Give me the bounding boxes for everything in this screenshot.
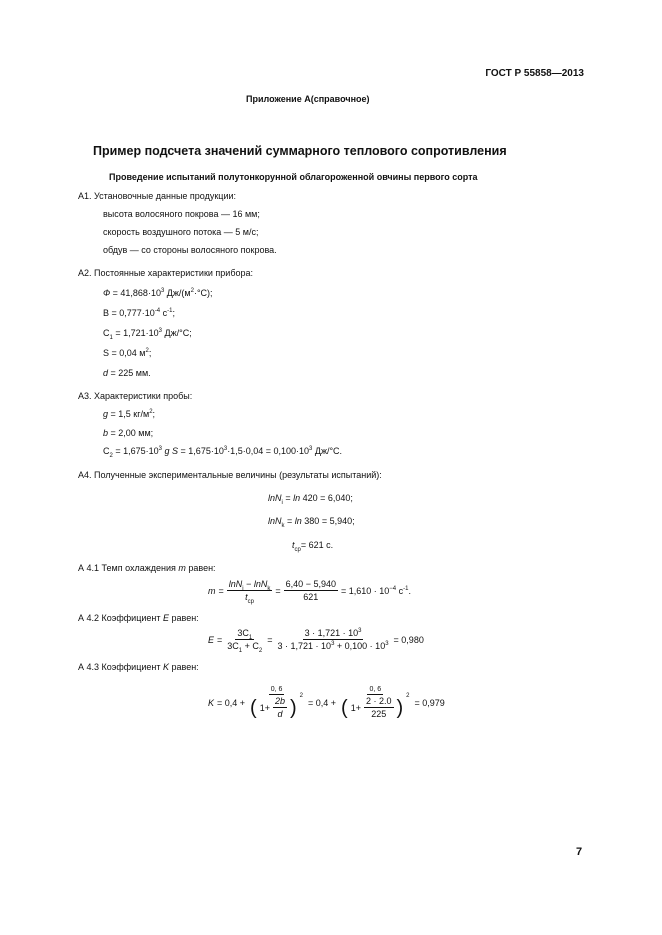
phi-symbol: Ф (103, 288, 111, 298)
lnnk-sub: k (281, 522, 285, 529)
main-title: Пример подсчета значений суммарного теплового сопротивления (93, 144, 507, 158)
c1-symbol: С (103, 328, 110, 338)
e-den-exp-a: 3 (331, 641, 335, 647)
c2-g: g (164, 446, 170, 456)
m-den-sub: ср (247, 598, 255, 605)
e-den-exp-b: 3 (385, 641, 389, 647)
a1-item: обдув — со стороны волосяного покрова. (103, 245, 277, 255)
m-unit: с (396, 585, 404, 596)
phi-unit-exp: 2 (190, 288, 194, 294)
e-den-a: 3C (227, 641, 239, 651)
a41-head-post: равен: (185, 563, 216, 573)
b-unit: с (160, 308, 168, 318)
k-den: ( 1+ $\frac{2b}{d}$ ) 2 (250, 693, 304, 719)
a3-c2-line (103, 446, 343, 459)
left-paren: ( (341, 696, 348, 719)
c1-exp: 3 (158, 328, 162, 334)
e-den-values-b: + 0,100 · 10 (334, 641, 386, 651)
a42-head-post: равен: (169, 613, 199, 623)
m-den: t (245, 592, 248, 602)
phi-exp: 3 (160, 288, 165, 294)
lnni-label: lnN (268, 493, 282, 503)
k-inner-den-values: 225 (371, 709, 387, 719)
eq-sign: = (218, 585, 224, 596)
c2-part2: = 1,675·10 (178, 446, 224, 456)
lnnk-eq: = (284, 516, 295, 526)
g-end: ; (152, 409, 156, 419)
e-num-exp: 3 (358, 628, 362, 634)
lnni-sub: i (281, 499, 283, 506)
lnnk-value: 380 = 5,940; (301, 516, 355, 526)
c2-sub: 2 (109, 452, 113, 459)
m-num-b: lnN (253, 579, 268, 589)
a3-heading: А3. Характеристики пробы: (78, 391, 193, 401)
m-end: . (408, 585, 411, 596)
d-symbol: d (103, 368, 109, 378)
a1-heading: А1. Установочные данные продукции: (78, 191, 237, 201)
k-inner-den: d (277, 709, 283, 719)
e-den-b-sub: 2 (258, 647, 263, 654)
m-num-b-sub: k (267, 585, 271, 592)
m-result-exp: −4 (389, 585, 397, 592)
a2-phi-line (103, 288, 213, 298)
b-value: = 0,777·10 (109, 308, 155, 318)
right-paren: ) (396, 696, 404, 719)
formula-e (208, 628, 424, 654)
m-symbol: m (208, 585, 216, 596)
g-symbol: g (103, 409, 109, 419)
formula-k (208, 686, 445, 719)
c2-s: S (172, 446, 179, 456)
a43-head-post: равен: (169, 662, 199, 672)
t-value: = 621 с. (300, 540, 334, 550)
lnni-eq: = (282, 493, 294, 503)
phi-unit-end: ·°С); (193, 288, 213, 298)
e-num-sub: 1 (248, 634, 253, 641)
m-num-a-sub: i (242, 585, 244, 592)
k-fraction (248, 686, 305, 719)
k-inner-num: 2b (274, 696, 285, 706)
a43-heading (78, 662, 199, 672)
m-fraction (227, 579, 273, 605)
c2-symbol: С (103, 446, 110, 456)
k-inner-num-values: 2 · 2.0 (365, 696, 392, 706)
b-unit-exp: -1 (167, 308, 173, 314)
k-symbol: K (208, 697, 215, 708)
e-den-plus: + C (242, 641, 259, 651)
m-num-a: lnN (228, 579, 243, 589)
a43-head-sym: K (162, 662, 169, 672)
t-sub: ср (294, 546, 301, 553)
eq-sign: = (275, 585, 281, 596)
k-one-values: 1+ (350, 702, 361, 713)
d-value: = 225 мм. (108, 368, 151, 378)
eq-sign: = (267, 634, 273, 645)
right-paren: ) (290, 696, 297, 719)
a1-item: скорость воздушного потока — 5 м/с; (103, 227, 259, 237)
e-num: 3C (237, 628, 249, 638)
s-exp: 2 (145, 348, 149, 354)
m-result (341, 586, 411, 596)
e-num-values: 3 · 1,721 · 10 (304, 628, 359, 638)
a42-heading (78, 613, 199, 623)
m-num-values: 6,40 − 5,940 (285, 579, 336, 589)
k-inner-fraction-values (364, 696, 394, 719)
a4-t-line (292, 540, 334, 553)
c1-unit: Дж/°С; (161, 328, 192, 338)
a2-b-line (103, 308, 175, 318)
c2-exp2: 3 (223, 446, 228, 452)
g-value: = 1,5 кг/м (108, 409, 150, 419)
k-eq1: = 0,4 + (217, 697, 246, 708)
a2-c1-line (103, 328, 192, 341)
m-den-values: 621 (303, 592, 319, 602)
c2-exp1: 3 (158, 446, 162, 452)
formula-m (208, 579, 411, 605)
a41-head-sym: m (178, 563, 186, 573)
left-paren: ( (250, 696, 257, 719)
k-eq2: = 0,4 + (308, 697, 337, 708)
c2-part3: ·1,5·0,04 = 0,100·10 (227, 446, 309, 456)
t-label: t (292, 540, 295, 550)
m-fraction-values (284, 579, 338, 602)
g-exp: 2 (149, 409, 153, 415)
subtitle: Проведение испытаний полутонкорунной облагороженной овчины первого сорта (109, 172, 478, 182)
s-symbol: S (103, 348, 110, 358)
m-minus: − (243, 579, 254, 589)
phi-value: = 41,868·10 (110, 288, 161, 298)
a41-head-pre: А 4.1 Темп охлаждения (78, 563, 179, 573)
a42-head-sym: E (162, 613, 169, 623)
lnni-ln: ln (293, 493, 301, 503)
c1-sub: 1 (109, 334, 113, 341)
s-value: = 0,04 м (109, 348, 146, 358)
m-result-value: = 1,610 · 10 (340, 585, 390, 596)
a41-heading (78, 563, 216, 573)
lnni-value: 420 = 6,040; (300, 493, 353, 503)
k-num: 0, 6 (270, 686, 283, 693)
e-result: = 0,980 (393, 634, 424, 645)
e-den-values-a: 3 · 1,721 · 10 (277, 641, 332, 651)
standard-number: ГОСТ Р 55858—2013 (485, 68, 584, 79)
annex-title: Приложение А(справочное) (246, 94, 370, 104)
a4-lnni-line (268, 493, 353, 506)
a1-item: высота волосяного покрова — 16 мм; (103, 209, 260, 219)
k-num-values: 0, 6 (369, 686, 382, 693)
k-one: 1+ (259, 702, 270, 713)
b-sample-symbol: b (103, 428, 109, 438)
c2-part4: Дж/°С. (312, 446, 343, 456)
c2-exp3: 3 (309, 446, 313, 452)
c2-part1: = 1,675·10 (112, 446, 159, 456)
b-symbol: В (103, 308, 110, 318)
b-unit-end: ; (172, 308, 176, 318)
lnnk-ln: ln (294, 516, 302, 526)
a4-lnnk-line (268, 516, 355, 529)
a2-s-line (103, 348, 151, 358)
e-den-a-sub: 1 (238, 647, 243, 654)
c1-value: = 1,721·10 (112, 328, 159, 338)
e-fraction-values (276, 628, 391, 651)
page-number: 7 (576, 846, 583, 858)
a2-d-line (103, 368, 151, 378)
a3-g-line (103, 409, 155, 419)
a43-head-pre: А 4.3 Коэффициент (78, 662, 163, 672)
a3-b-line (103, 428, 153, 438)
s-end: ; (148, 348, 152, 358)
k-inner-fraction (273, 696, 287, 719)
b-exp: -4 (154, 308, 161, 314)
lnnk-label: lnN (268, 516, 282, 526)
k-result: = 0,979 (414, 697, 445, 708)
b-sample-value: = 2,00 мм; (108, 428, 154, 438)
phi-unit: Дж/(м (164, 288, 191, 298)
a42-head-pre: А 4.2 Коэффициент (78, 613, 163, 623)
k-den-values: ( 1+ $\frac{2 \cdot 2.0}{225}$ ) 2 (341, 693, 410, 719)
e-fraction (225, 628, 264, 654)
a2-heading: А2. Постоянные характеристики прибора: (78, 268, 254, 278)
eq-sign: = (217, 634, 223, 645)
k-fraction-values (339, 686, 411, 719)
a4-heading: А4. Полученные экспериментальные величины (результаты испытаний): (78, 470, 382, 480)
m-unit-exp: -1 (403, 585, 409, 592)
e-symbol: E (208, 634, 215, 645)
